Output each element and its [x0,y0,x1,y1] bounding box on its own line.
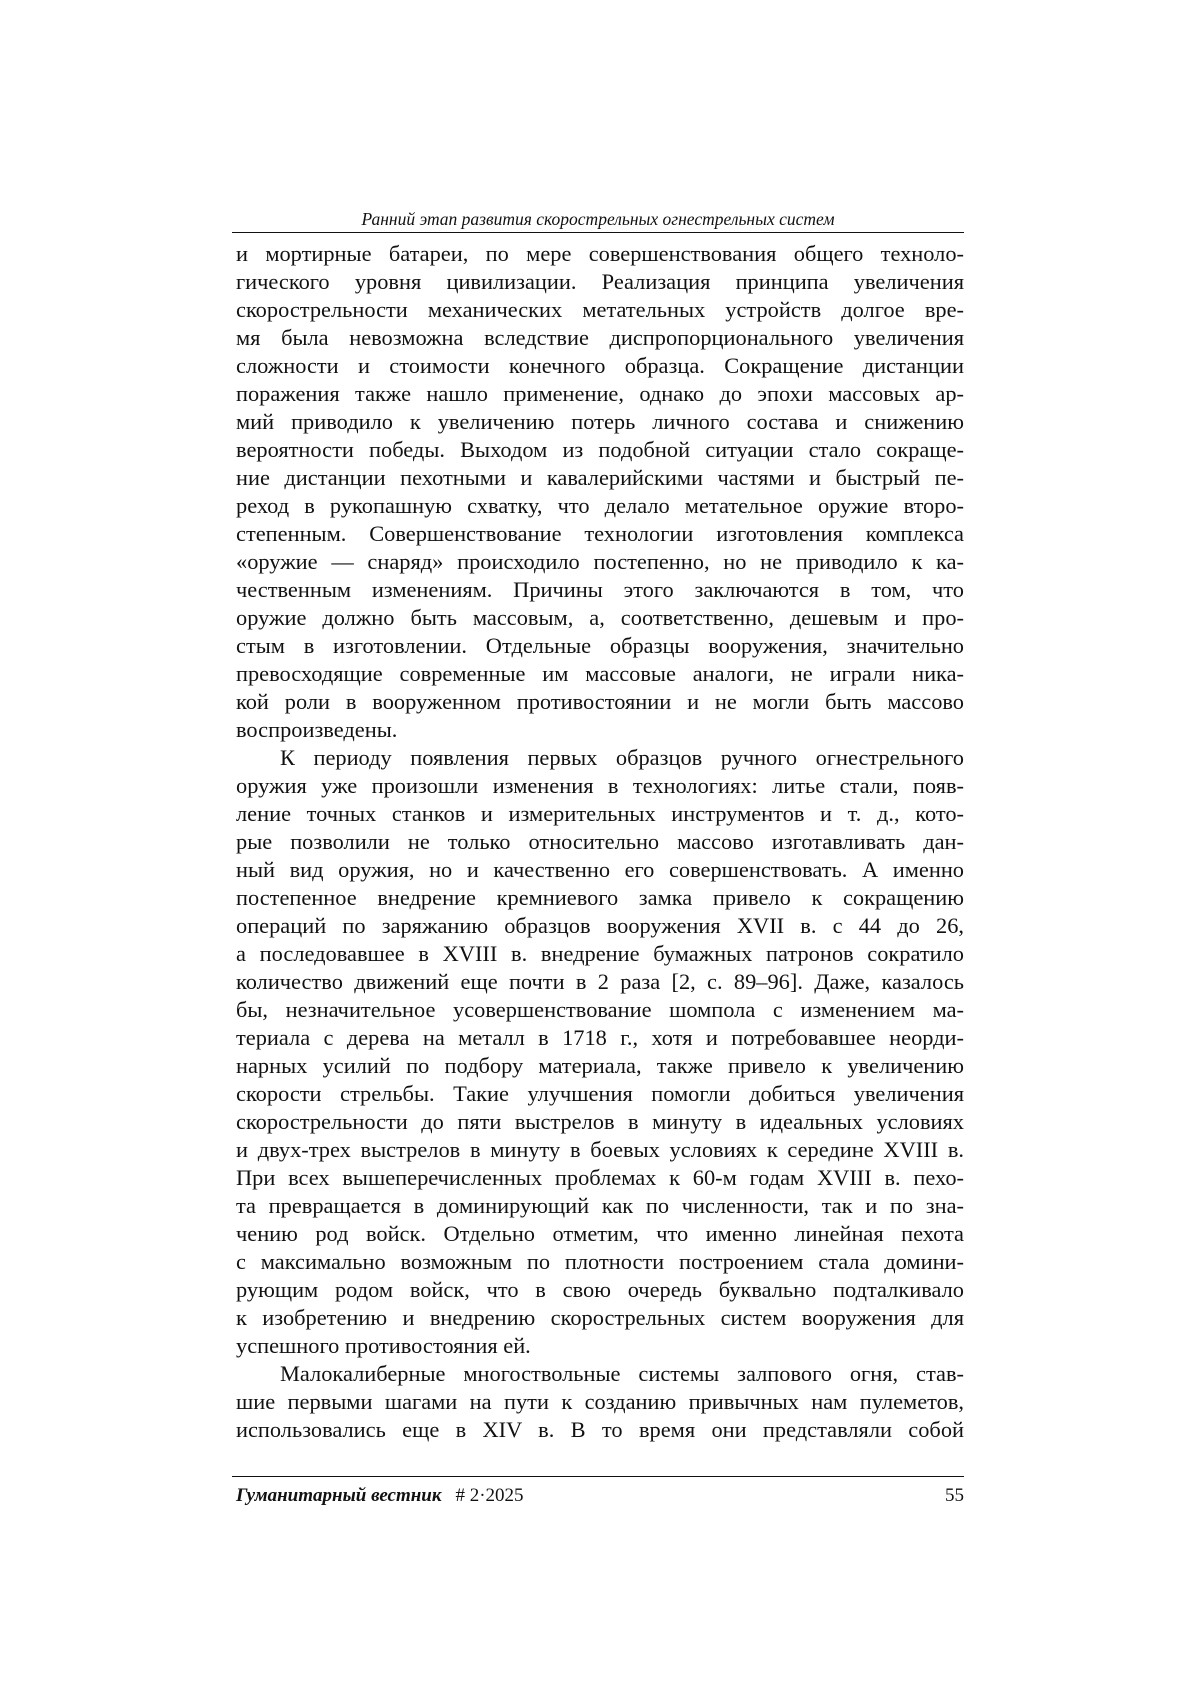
text-line: рые позволили не только относительно массово изготавливать дан- [236,829,964,854]
text-line: сложности и стоимости конечного образца. Сокращение дистанции [236,353,964,378]
text-line: гического уровня цивилизации. Реализация принципа увеличения [236,269,964,294]
issue-number: # 2·2025 [455,1485,524,1506]
text-line: скорострельности механических метательных устройств долгое вре- [236,297,964,322]
text-line: скорострельности до пяти выстрелов в минуту в идеальных условиях [236,1109,964,1134]
body-text [236,240,964,1444]
text-line: мя была невозможна вследствие диспропорционального увеличения [236,325,964,350]
text-line: Малокалиберные многоствольные системы залпового огня, став- [280,1361,964,1386]
text-line: ние дистанции пехотными и кавалерийскими частями и быстрый пе- [236,465,964,490]
text-line: «оружие — снаряд» происходило постепенно, но не приводило к ка- [236,549,964,574]
text-line: кой роли в вооруженном противостоянии и не могли быть массово [236,689,964,714]
text-line: степенным. Совершенствование технологии изготовления комплекса [236,521,964,546]
text-line: и двух-трех выстрелов в минуту в боевых условиях к середине XVIII в. [236,1137,964,1162]
text-line: вероятности победы. Выходом из подобной ситуации стало сокраще- [236,437,964,462]
footer-rule [232,1476,964,1477]
text-line: ление точных станков и измерительных инструментов и т. д., кото- [236,801,964,826]
text-line: бы, незначительное усовершенствование шомпола с изменением ма- [236,997,964,1022]
text-line: с максимально возможным по плотности построением стала домини- [236,1249,964,1274]
running-head: Ранний этап развития скорострельных огнестрельных систем [232,206,964,233]
text-line: териала с дерева на металл в 1718 г., хотя и потребовавшее неорди- [236,1025,964,1050]
text-line: к изобретению и внедрению скорострельных систем вооружения для [236,1305,964,1330]
text-line: превосходящие современные им массовые аналоги, не играли ника- [236,661,964,686]
text-line: воспроизведены. [236,717,398,742]
text-line: чественным изменениям. Причины этого заключаются в том, что [236,577,964,602]
text-line: а последовавшее в XVIII в. внедрение бумажных патронов сократило [236,941,964,966]
text-line: оружия уже произошли изменения в технологиях: литье стали, появ- [236,773,964,798]
text-line: и мортирные батареи, по мере совершенствования общего техноло- [236,241,964,266]
text-line: поражения также нашло применение, однако до эпохи массовых ар- [236,381,964,406]
text-line: К периоду появления первых образцов ручного огнестрельного [280,745,964,770]
page-footer [236,1482,964,1510]
text-line: шие первыми шагами на пути к созданию привычных нам пулеметов, [236,1389,964,1414]
text-line: реход в рукопашную схватку, что делало метательное оружие второ- [236,493,964,518]
text-line: успешного противостояния ей. [236,1333,531,1358]
text-line: рующим родом войск, что в свою очередь буквально подталкивало [236,1277,964,1302]
page-number: 55 [945,1485,964,1506]
text-line: мий приводило к увеличению потерь личного состава и снижению [236,409,964,434]
text-line: та превращается в доминирующий как по численности, так и по зна- [236,1193,964,1218]
text-line: скорости стрельбы. Такие улучшения помогли добиться увеличения [236,1081,964,1106]
text-line: стым в изготовлении. Отдельные образцы вооружения, значительно [236,633,964,658]
text-line: ный вид оружия, но и качественно его совершенствовать. А именно [236,857,964,882]
text-line: нарных усилий по подбору материала, также привело к увеличению [236,1053,964,1078]
text-line: количество движений еще почти в 2 раза [2, с. 89–96]. Даже, казалось [236,969,964,994]
journal-name: Гуманитарный вестник [236,1485,442,1506]
text-line: использовались еще в XIV в. В то время они представляли собой [236,1417,964,1442]
text-line: постепенное внедрение кремниевого замка привело к сокращению [236,885,964,910]
text-line: оружие должно быть массовым, а, соответственно, дешевым и про- [236,605,964,630]
text-line: При всех вышеперечисленных проблемах к 60-м годам XVIII в. пехо- [236,1165,964,1190]
text-line: чению род войск. Отдельно отметим, что именно линейная пехота [236,1221,964,1246]
text-line: операций по заряжанию образцов вооружения XVII в. с 44 до 26, [236,913,964,938]
